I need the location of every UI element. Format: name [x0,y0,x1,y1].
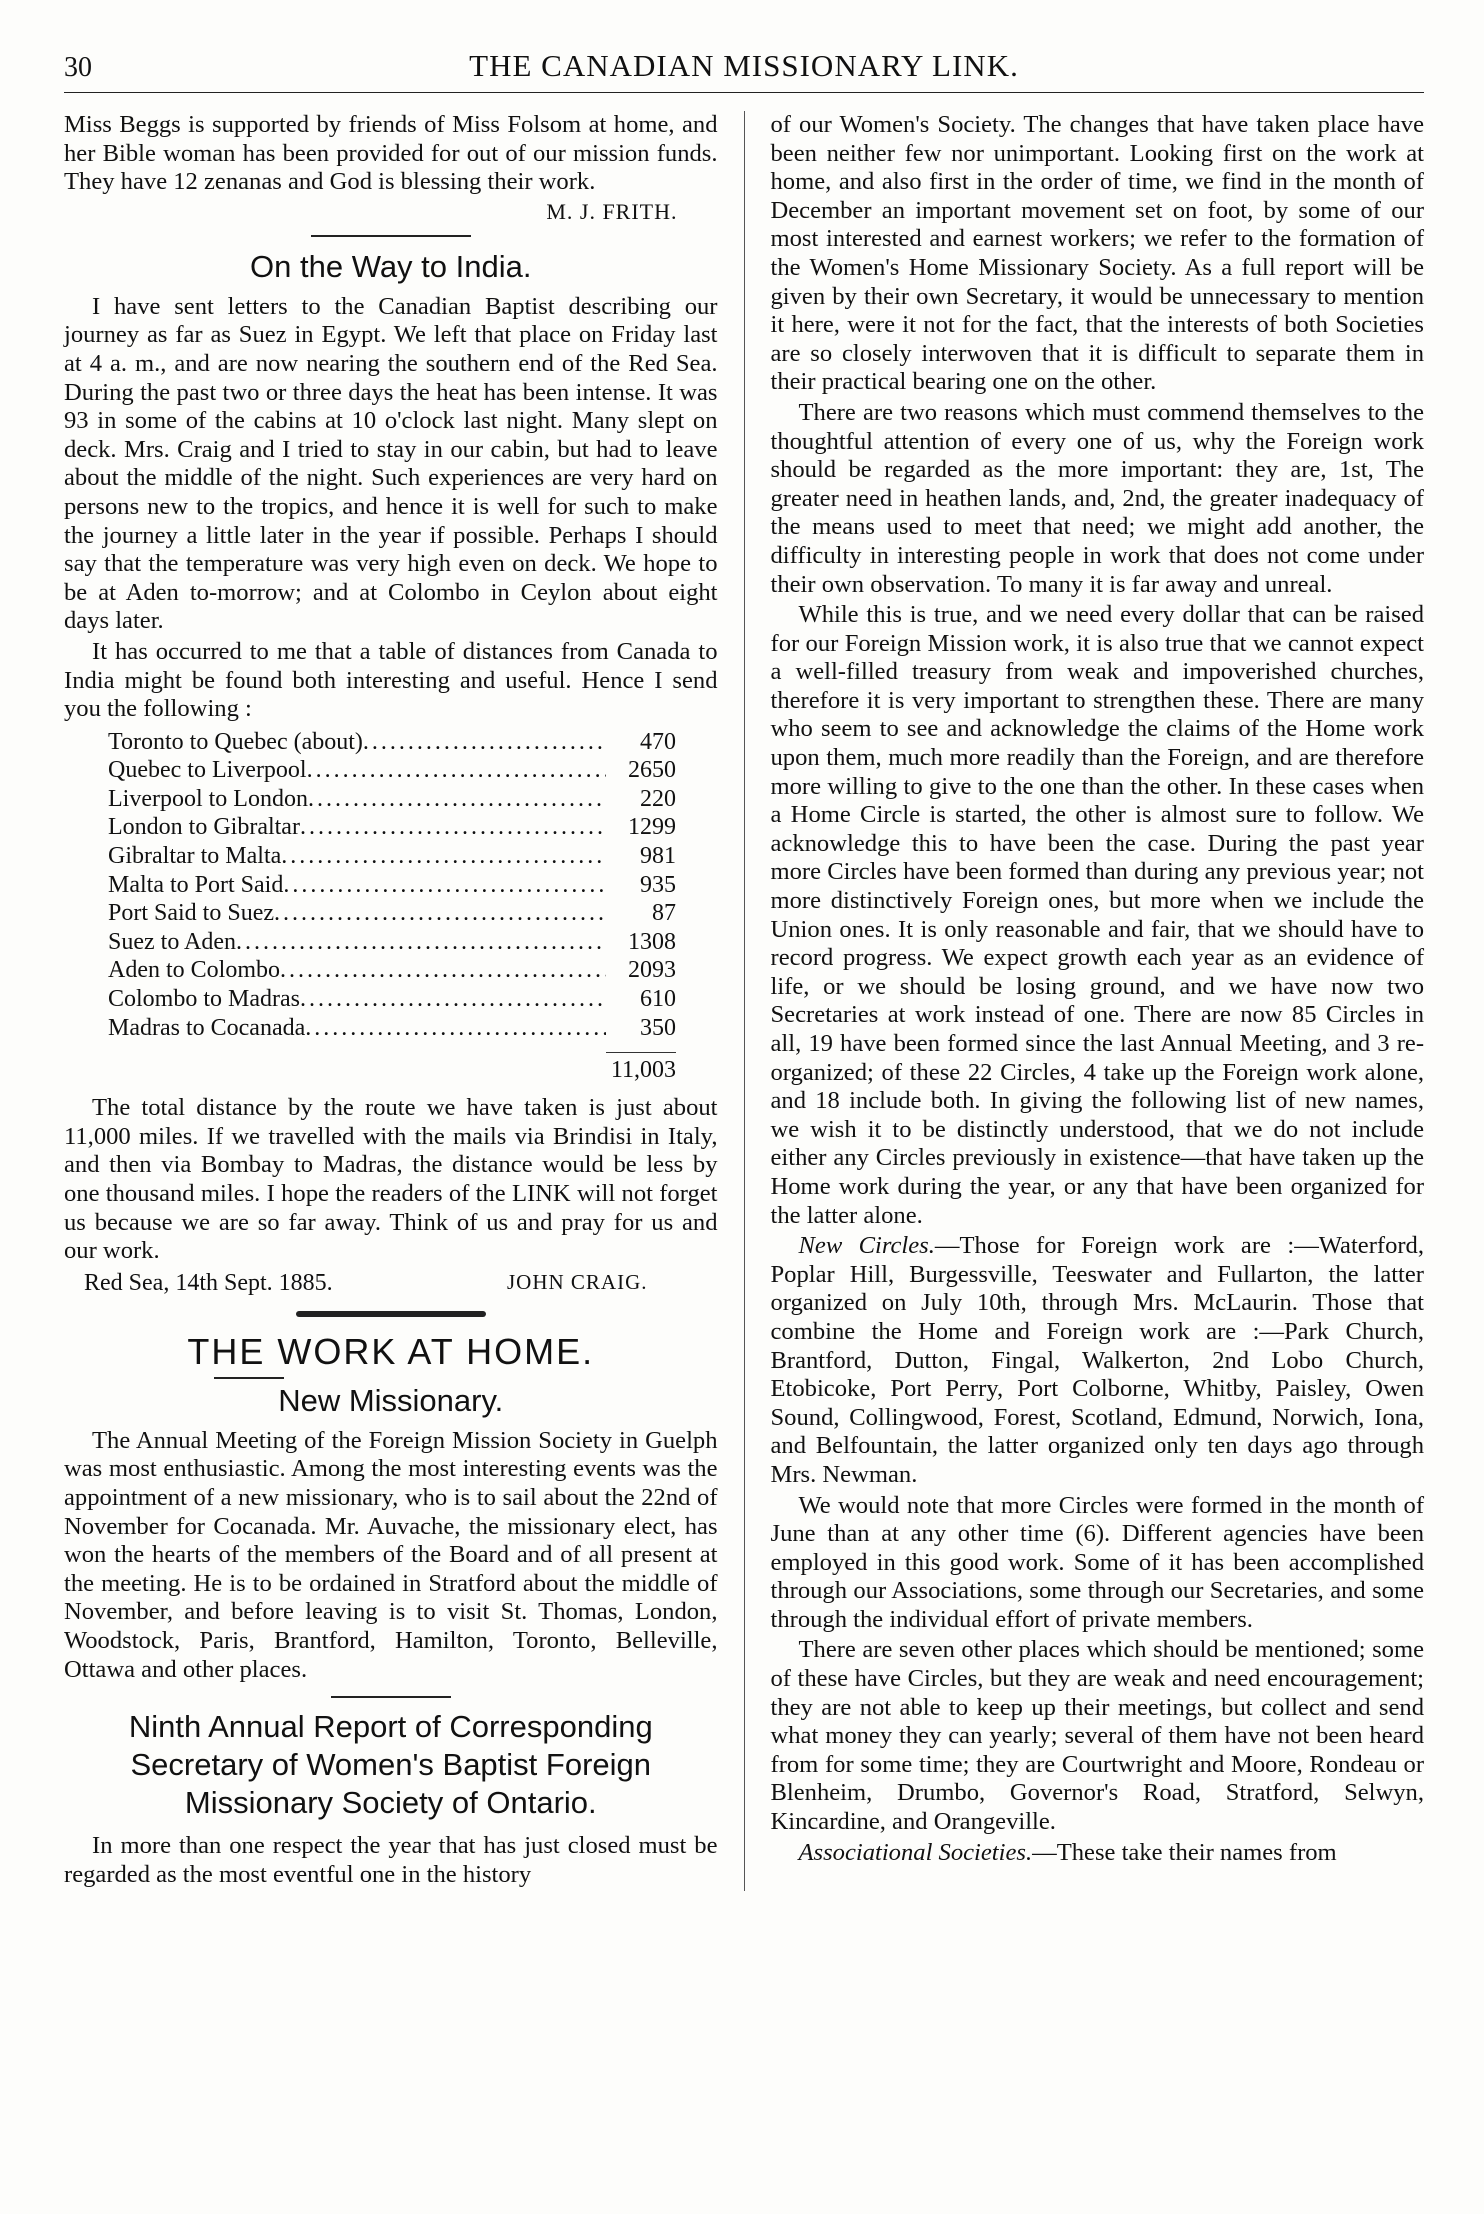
leader-dots [300,985,606,1014]
distance-total: 11,003 [610,1057,676,1084]
divider [311,235,471,237]
distance-row [108,956,676,985]
leader-dots [363,728,606,757]
distance-miles: 2093 [628,957,676,984]
report-paragraph-start: In more than one respect the year that has just closed must be regarded as the most eventful one in the history [64,1832,718,1888]
new-circles-lead: New Circles. [798,1232,935,1260]
leader-dots [283,871,606,900]
report-paragraph-associational [771,1839,1425,1868]
leader-dots [236,928,606,957]
divider [331,1696,451,1698]
leader-dots [274,899,606,928]
intro-paragraph: Miss Beggs is supported by friends of Miss Folsom at home, and her Bible woman has been provided for out of our mission funds. They have 12 zenanas and God is blessing their work. [64,111,718,196]
section-heading-work-at-home: THE WORK AT HOME. [187,1330,595,1372]
leader-dots [308,785,606,814]
way-paragraph-1: I have sent letters to the Canadian Baptist describing our journey as far as Suez in Egypt. We left that place on Friday last at 4 a. m., and are now nearing the southern end of the Red Sea. During the past two or three days the heat has been intense. It was 93 in some of the cabins at 10 o'clock last night. Many slept on deck. Mrs. Craig and I tried to stay in our cabin, but had to leave about the middle of the night. Such experiences are very hard on persons new to the tropics, and hence it is well for such to make the journey a little later in the year if possible. Perhaps I should say that the temperature was very high even on deck. We hope to be at Aden to-morrow; and at Colombo in Ceylon about eight days later. [64,292,718,635]
distance-miles: 2650 [628,757,676,784]
distance-route: Quebec to Liverpool [108,757,307,784]
leader-dots [280,956,606,985]
left-column [64,111,718,1891]
divider [214,1377,284,1379]
distance-route: Aden to Colombo [108,957,280,984]
distance-miles: 470 [640,728,676,755]
report-paragraph-5: We would note that more Circles were formed in the month of June than at any other time (6). Different agencies have been employed in this good work. Some of it has been accomplished through our Associations, some through our Secretaries, and some through the individual effort of private members. [770,1491,1425,1633]
new-missionary-paragraph: The Annual Meeting of the Foreign Mission Society in Guelph was most enthusiastic. Among the most interesting events was the appointment of a new missionary, who is to sail about the 22nd of November for Cocanada. Mr. Auvache, the missionary elect, has won the hearts of the members of the Board and of all present at the meeting. He is to be ordained in Stratford about the middle of November, and before leaving is to visit St. Thomas, London, Woodstock, Paris, Brantford, Hamilton, Toronto, Belleville, Ottawa and other places. [64,1426,718,1683]
distance-miles: 1299 [628,814,676,841]
columns [64,111,1424,1891]
masthead-title: THE CANADIAN MISSIONARY LINK. [469,48,1019,83]
distance-table [108,728,676,1043]
distance-row [108,785,676,814]
leader-dots [307,756,606,785]
page-number: 30 [64,52,92,83]
distance-miles: 1308 [628,928,676,955]
distance-route: Malta to Port Said [108,871,284,898]
page-header [64,48,1424,93]
distance-row [108,985,676,1014]
distance-miles: 981 [640,843,676,870]
distance-row [108,871,676,900]
leader-dots [305,1014,606,1043]
distance-row [108,756,676,785]
distance-route: Suez to Aden [108,928,236,955]
distance-row [108,899,676,928]
distance-row [108,928,676,957]
distance-route: Toronto to Quebec (about) [108,728,363,755]
associational-lead: Associational Societies. [798,1838,1033,1866]
distance-row [108,1014,676,1043]
intro-signature: M. J. FRITH. [546,198,678,224]
article-heading-new-missionary: New Missionary. [278,1382,504,1418]
right-column [771,111,1425,1891]
distance-row [108,842,676,871]
report-paragraph-2: There are two reasons which must commend themselves to the thoughtful attention of every one of us, why the Foreign work should be regarded as the more important: they are, 1st, The greater need in heathen lands, and, 2nd, the greater inadequacy of the means used to meet that need; we might add another, the difficulty in interesting people in work that does not come under their own observation. To many it is far away and unreal. [770,398,1425,598]
distance-row [108,813,676,842]
report-paragraph-new-circles [771,1232,1425,1489]
distance-miles: 87 [652,900,676,927]
way-paragraph-3: The total distance by the route we have taken is just about 11,000 miles. If we travelled with the mails via Brindisi in Italy, and then via Bombay to Madras, the distance would be less by one thousand miles. I hope the readers of the LINK will not forget us because we are so far away. Think of us and pray for us and our work. [64,1094,718,1265]
report-paragraph-1: of our Women's Society. The changes that have taken place have been neither few nor unimportant. Looking first on the work at home, and also first in the order of time, we find in the month of December an important movement set on foot, by some of our most interested and earnest workers; we refer to the formation of the Women's Home Missionary Society. As a full report will be given by their own Secretary, it would be unnecessary to mention it here, were it not for the fact, that the interests of both Societies are so closely interwoven that it is difficult to separate them in their practical bearing one on the other. [770,111,1425,396]
dateline [64,1270,718,1297]
distance-route: London to Gibraltar [108,814,300,841]
report-paragraph-3: While this is true, and we need every dollar that can be raised for our Foreign Mission work, it is also true that we cannot expect a well-filled treasury from weak and impoverished churches, therefore it is very important to strengthen these. There are many who seem to see and acknowledge the claims of the Home work upon them, much more readily than the Foreign, and are therefore more willing to give to the one than the other. In these cases when a Home Circle is started, the other is almost sure to follow. We acknowledge this to have been the case. During the past year more Circles have been formed than during any previous year; not more distinctively Foreign ones, but more when we include the Union ones. It is only reasonable and fair, that we should have to record progress. We expect growth each year as an evidence of life, or we should be losing ground, and we have now two Secretaries at work instead of one. There are now 85 Circles in all, 19 have been formed since the last Annual Meeting, and 3 re-organized; of these 22 Circles, 4 take up the Foreign work alone, and 18 include both. In giving the following list of new names, we wish it to be distinctly understood, that we do not include either any Circles previously in existence—that have taken up the Home work during the year, or any that have been organized for the latter alone. [770,601,1425,1229]
distance-route: Madras to Cocanada [108,1014,306,1041]
column-rule [744,111,745,1891]
distance-miles: 935 [640,871,676,898]
way-signature: JOHN CRAIG. [507,1269,648,1294]
leader-dots [300,813,606,842]
distance-route: Gibraltar to Malta [108,843,282,870]
way-date: Red Sea, 14th Sept. 1885. [84,1269,333,1296]
article-heading-way-to-india: On the Way to India. [250,248,532,284]
leader-dots [281,842,606,871]
distance-route: Liverpool to London [108,785,308,812]
distance-miles: 610 [640,986,676,1013]
section-divider [296,1311,486,1317]
total-rule [606,1052,676,1053]
associational-text: —These take their names from [1032,1838,1337,1866]
article-heading-annual-report: Ninth Annual Report of Corresponding Secretary of Women's Baptist Foreign Missionary Society of Ontario. [128,1709,653,1821]
distance-miles: 220 [640,785,676,812]
distance-miles: 350 [640,1014,676,1041]
distance-row [108,728,676,757]
distance-route: Port Said to Suez [108,900,274,927]
new-circles-text: —Those for Foreign work are :—Waterford, Poplar Hill, Burgessville, Teeswater and Fullarton, the latter organized on July 10th, through Mrs. McLaurin. Those that combine the Home and Foreign work are :—Park Church, Brantford, Dutton, Fingal, Walkerton, 2nd Lobo Church, Etobicoke, Port Perry, Port Colborne, Whitby, Paisley, Owen Sound, Collingwood, Forest, Scotland, Edmund, Norwich, Iona, and Belfountain, the latter organized only ten days ago through Mrs. Newman. [770,1232,1425,1488]
distance-route: Colombo to Madras [108,986,300,1013]
report-paragraph-6: There are seven other places which should be mentioned; some of these have Circles, but they are weak and need encouragement; they are not able to keep up their meetings, but collect and send what money they can yearly; several of them have not been heard from for some time; they are Courtwright and Moore, Rondeau or Blenheim, Drumbo, Governor's Road, Stratford, Selwyn, Kincardine, and Orangeville. [770,1636,1425,1836]
way-paragraph-2: It has occurred to me that a table of distances from Canada to India might be found both interesting and useful. Hence I send you the following : [64,637,718,723]
